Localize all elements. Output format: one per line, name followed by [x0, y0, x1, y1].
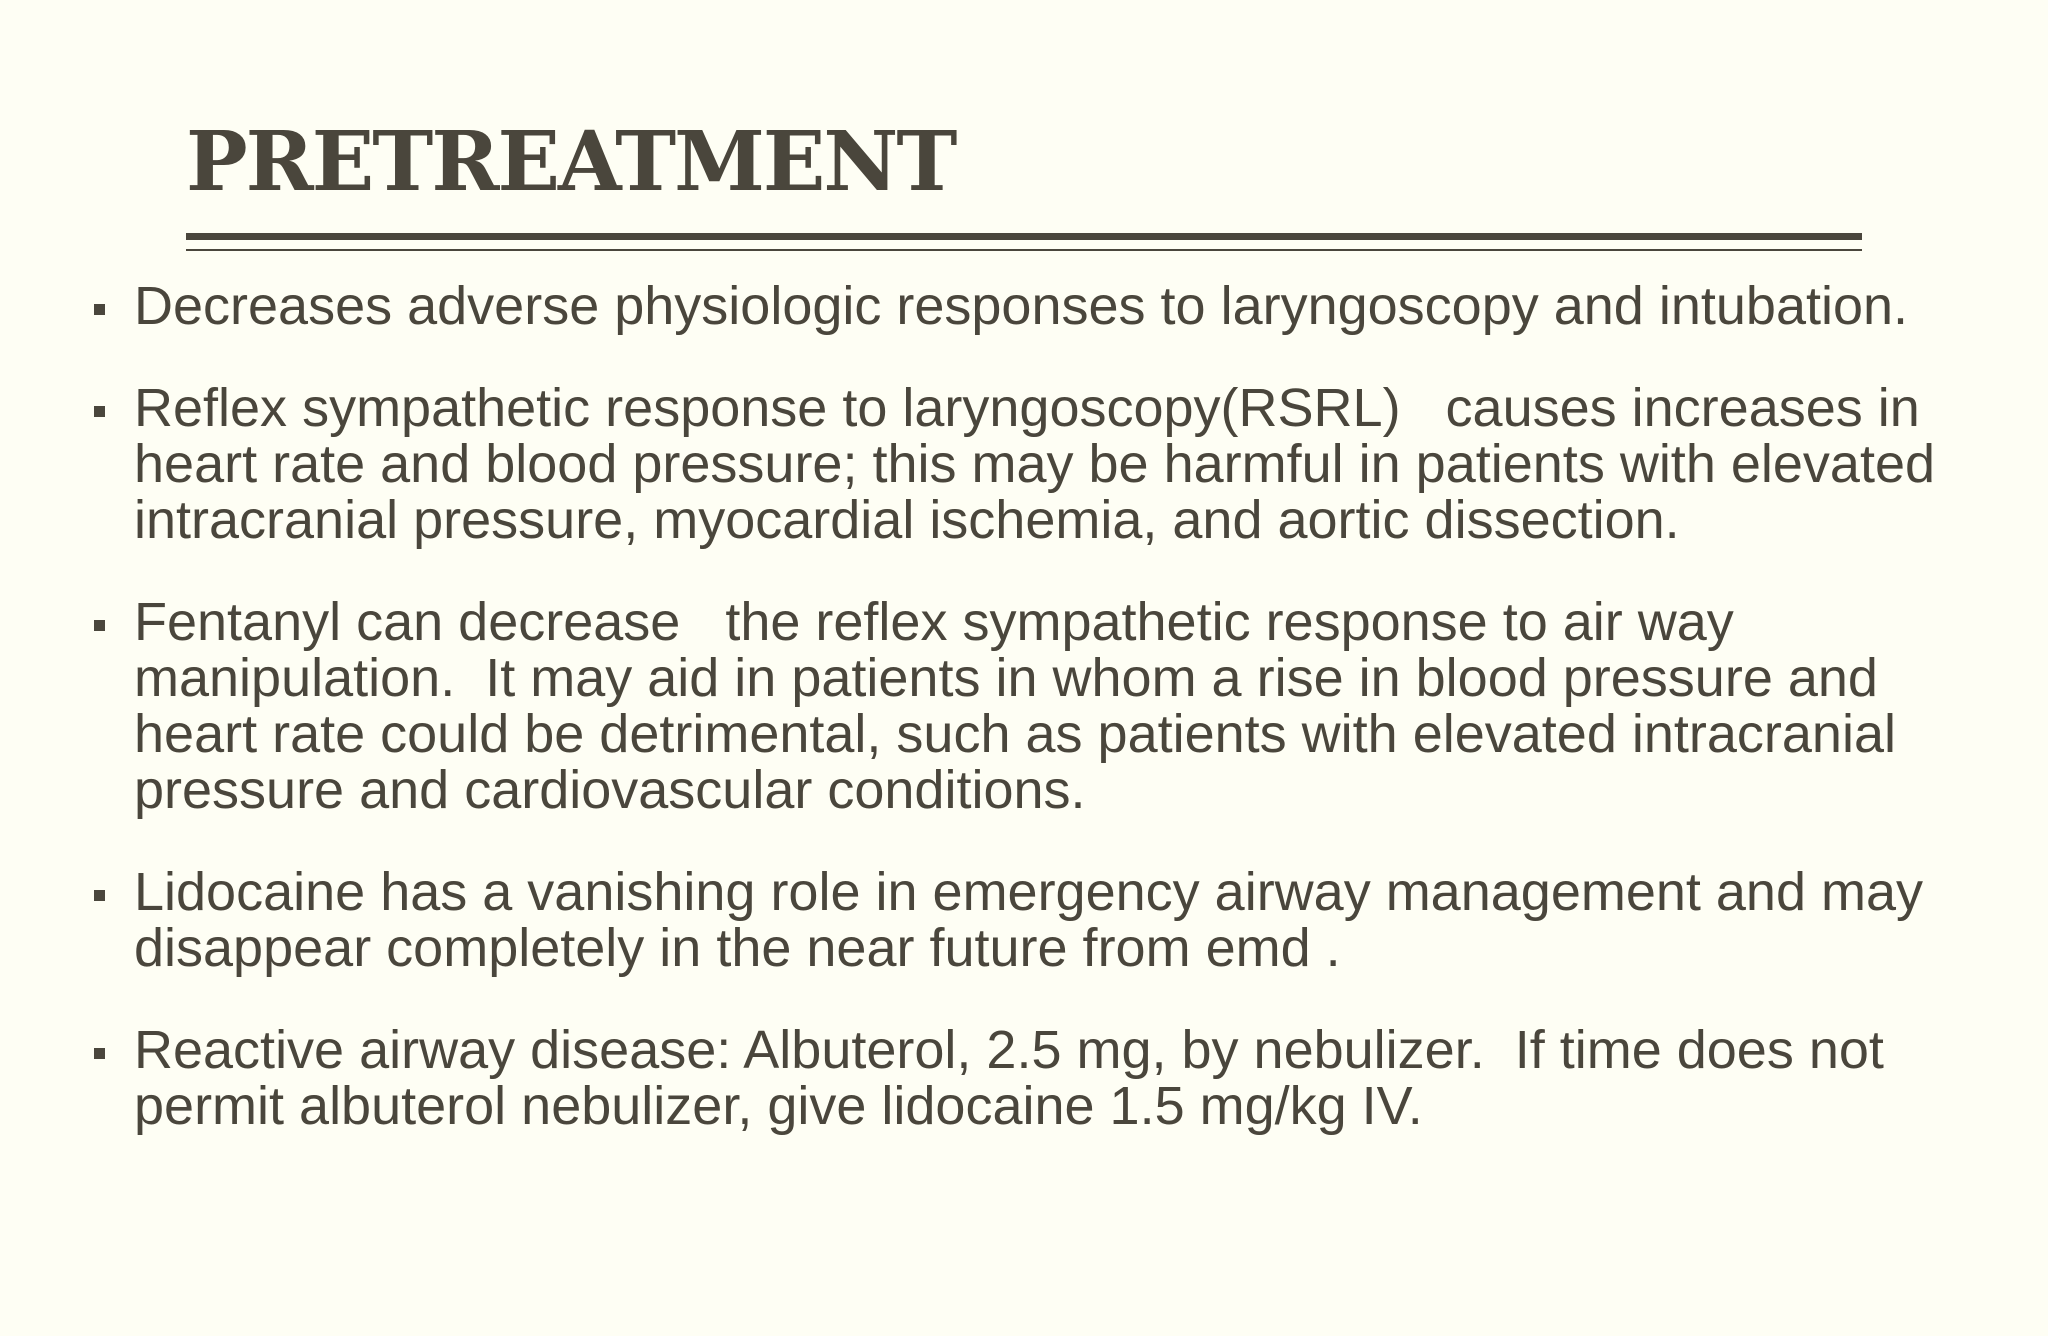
- square-bullet-icon: [94, 406, 105, 417]
- bullet-text: Reactive airway disease: Albuterol, 2.5 mg, by nebulizer. If time does not permit albuterol nebulizer, give lidocaine 1.5 mg/kg IV.: [134, 1020, 1899, 1136]
- bullet-text: Lidocaine has a vanishing role in emergency airway management and may disappear completely in the near future from emd .: [134, 862, 1939, 978]
- bullet-text: Fentanyl can decrease the reflex sympathetic response to air way manipulation. It may aid in patients in whom a rise in blood pressure and heart rate could be detrimental, such as patients with elevated intracranial pressure and cardiovascular conditions.: [134, 592, 1912, 820]
- bullet-item: [94, 864, 1974, 976]
- square-bullet-icon: [94, 890, 105, 901]
- bullet-item: [94, 594, 1974, 818]
- bullet-text: Decreases adverse physiologic responses to laryngoscopy and intubation.: [134, 276, 1909, 336]
- bullet-item: [94, 278, 1974, 334]
- title-underline-thick: [186, 233, 1862, 240]
- bullet-item: [94, 1022, 1974, 1134]
- title-underline-thin: [186, 249, 1862, 251]
- bullet-item: [94, 380, 1974, 548]
- slide-title: PRETREATMENT: [186, 114, 956, 210]
- bullet-text: Reflex sympathetic response to laryngoscopy(RSRL) causes increases in heart rate and blood pressure; this may be harmful in patients with elevated intracranial pressure, myocardial ischemia, and aortic dissection.: [134, 378, 1951, 550]
- square-bullet-icon: [94, 304, 105, 315]
- square-bullet-icon: [94, 620, 105, 631]
- square-bullet-icon: [94, 1048, 105, 1059]
- bullet-list: [94, 278, 1974, 1180]
